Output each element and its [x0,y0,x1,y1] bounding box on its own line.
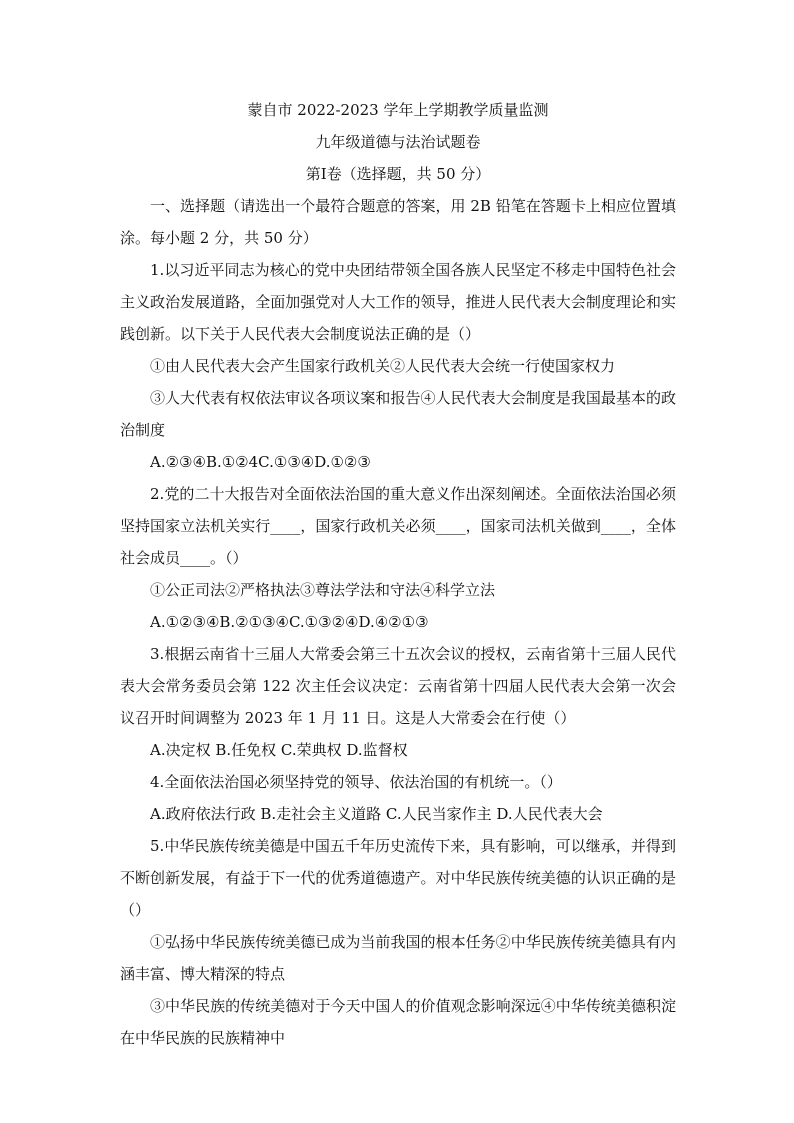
question-2-stem: 2.党的二十大报告对全面依法治国的重大意义作出深刻阐述。全面依法治国必须坚持国家立法机关实行____，国家行政机关必须____，国家司法机关做到____，全体社会成员____。（） [120,485,676,567]
question-5-statements-b: ③中华民族的传统美德对于今天中国人的价值观念影响深远④中华传统美德积淀在中华民族的民族精神中 [120,997,676,1047]
question-3-stem: 3.根据云南省十三届人大常委会第三十五次会议的授权，云南省第十三届人民代表大会常务委员会第 122 次主任会议决定：云南省第十四届人民代表大会第一次会议召开时间调整为 2023 年 1 月 11 日。这是人大常委会在行使（） [120,645,676,727]
question-5-statements-a: ①弘扬中华民族传统美德已成为当前我国的根本任务②中华民族传统美德具有内涵丰富、博大精深的特点 [120,933,676,983]
question-1-statements-b: ③人大代表有权依法审议各项议案和报告④人民代表大会制度是我国最基本的政治制度 [120,389,676,439]
question-3-options: A.决定权 B.任免权 C.荣典权 D.监督权 [150,741,408,759]
question-1-stem: 1.以习近平同志为核心的党中央团结带领全国各族人民坚定不移走中国特色社会主义政治发展道路，全面加强党对人大工作的领导，推进人民代表大会制度理论和实践创新。以下关于人民代表大会制度说法正确的是（） [120,261,676,343]
question-2-statements: ①公正司法②严格执法③尊法学法和守法④科学立法 [150,581,496,599]
question-4-options: A.政府依法行政 B.走社会主义道路 C.人民当家作主 D.人民代表大会 [150,805,603,823]
section-instructions: 一、选择题（请选出一个最符合题意的答案，用 2B 铅笔在答题卡上相应位置填涂。每小题 2 分，共 50 分） [120,197,676,247]
question-2-options: A.①②③④B.②①③④C.①③②④D.④②①③ [150,613,429,631]
question-5-stem: 5.中华民族传统美德是中国五千年历史流传下来，具有影响，可以继承，并得到不断创新发展，有益于下一代的优秀道德遗产。对中华民族传统美德的认识正确的是（） [120,837,676,919]
exam-content [120,94,676,1054]
question-1-options: A.②③④B.①②4C.①③④D.①②③ [150,453,371,471]
question-1-statements-a: ①由人民代表大会产生国家行政机关②人民代表大会统一行使国家权力 [150,357,616,375]
section-heading: 第Ⅰ卷（选择题，共 50 分） [305,165,491,183]
exam-subtitle: 九年级道德与法治试题卷 [315,133,481,151]
exam-title: 蒙自市 2022-2023 学年上学期教学质量监测 [247,101,549,119]
question-4-stem: 4.全面依法治国必须坚持党的领导、依法治国的有机统一。（） [150,773,562,791]
